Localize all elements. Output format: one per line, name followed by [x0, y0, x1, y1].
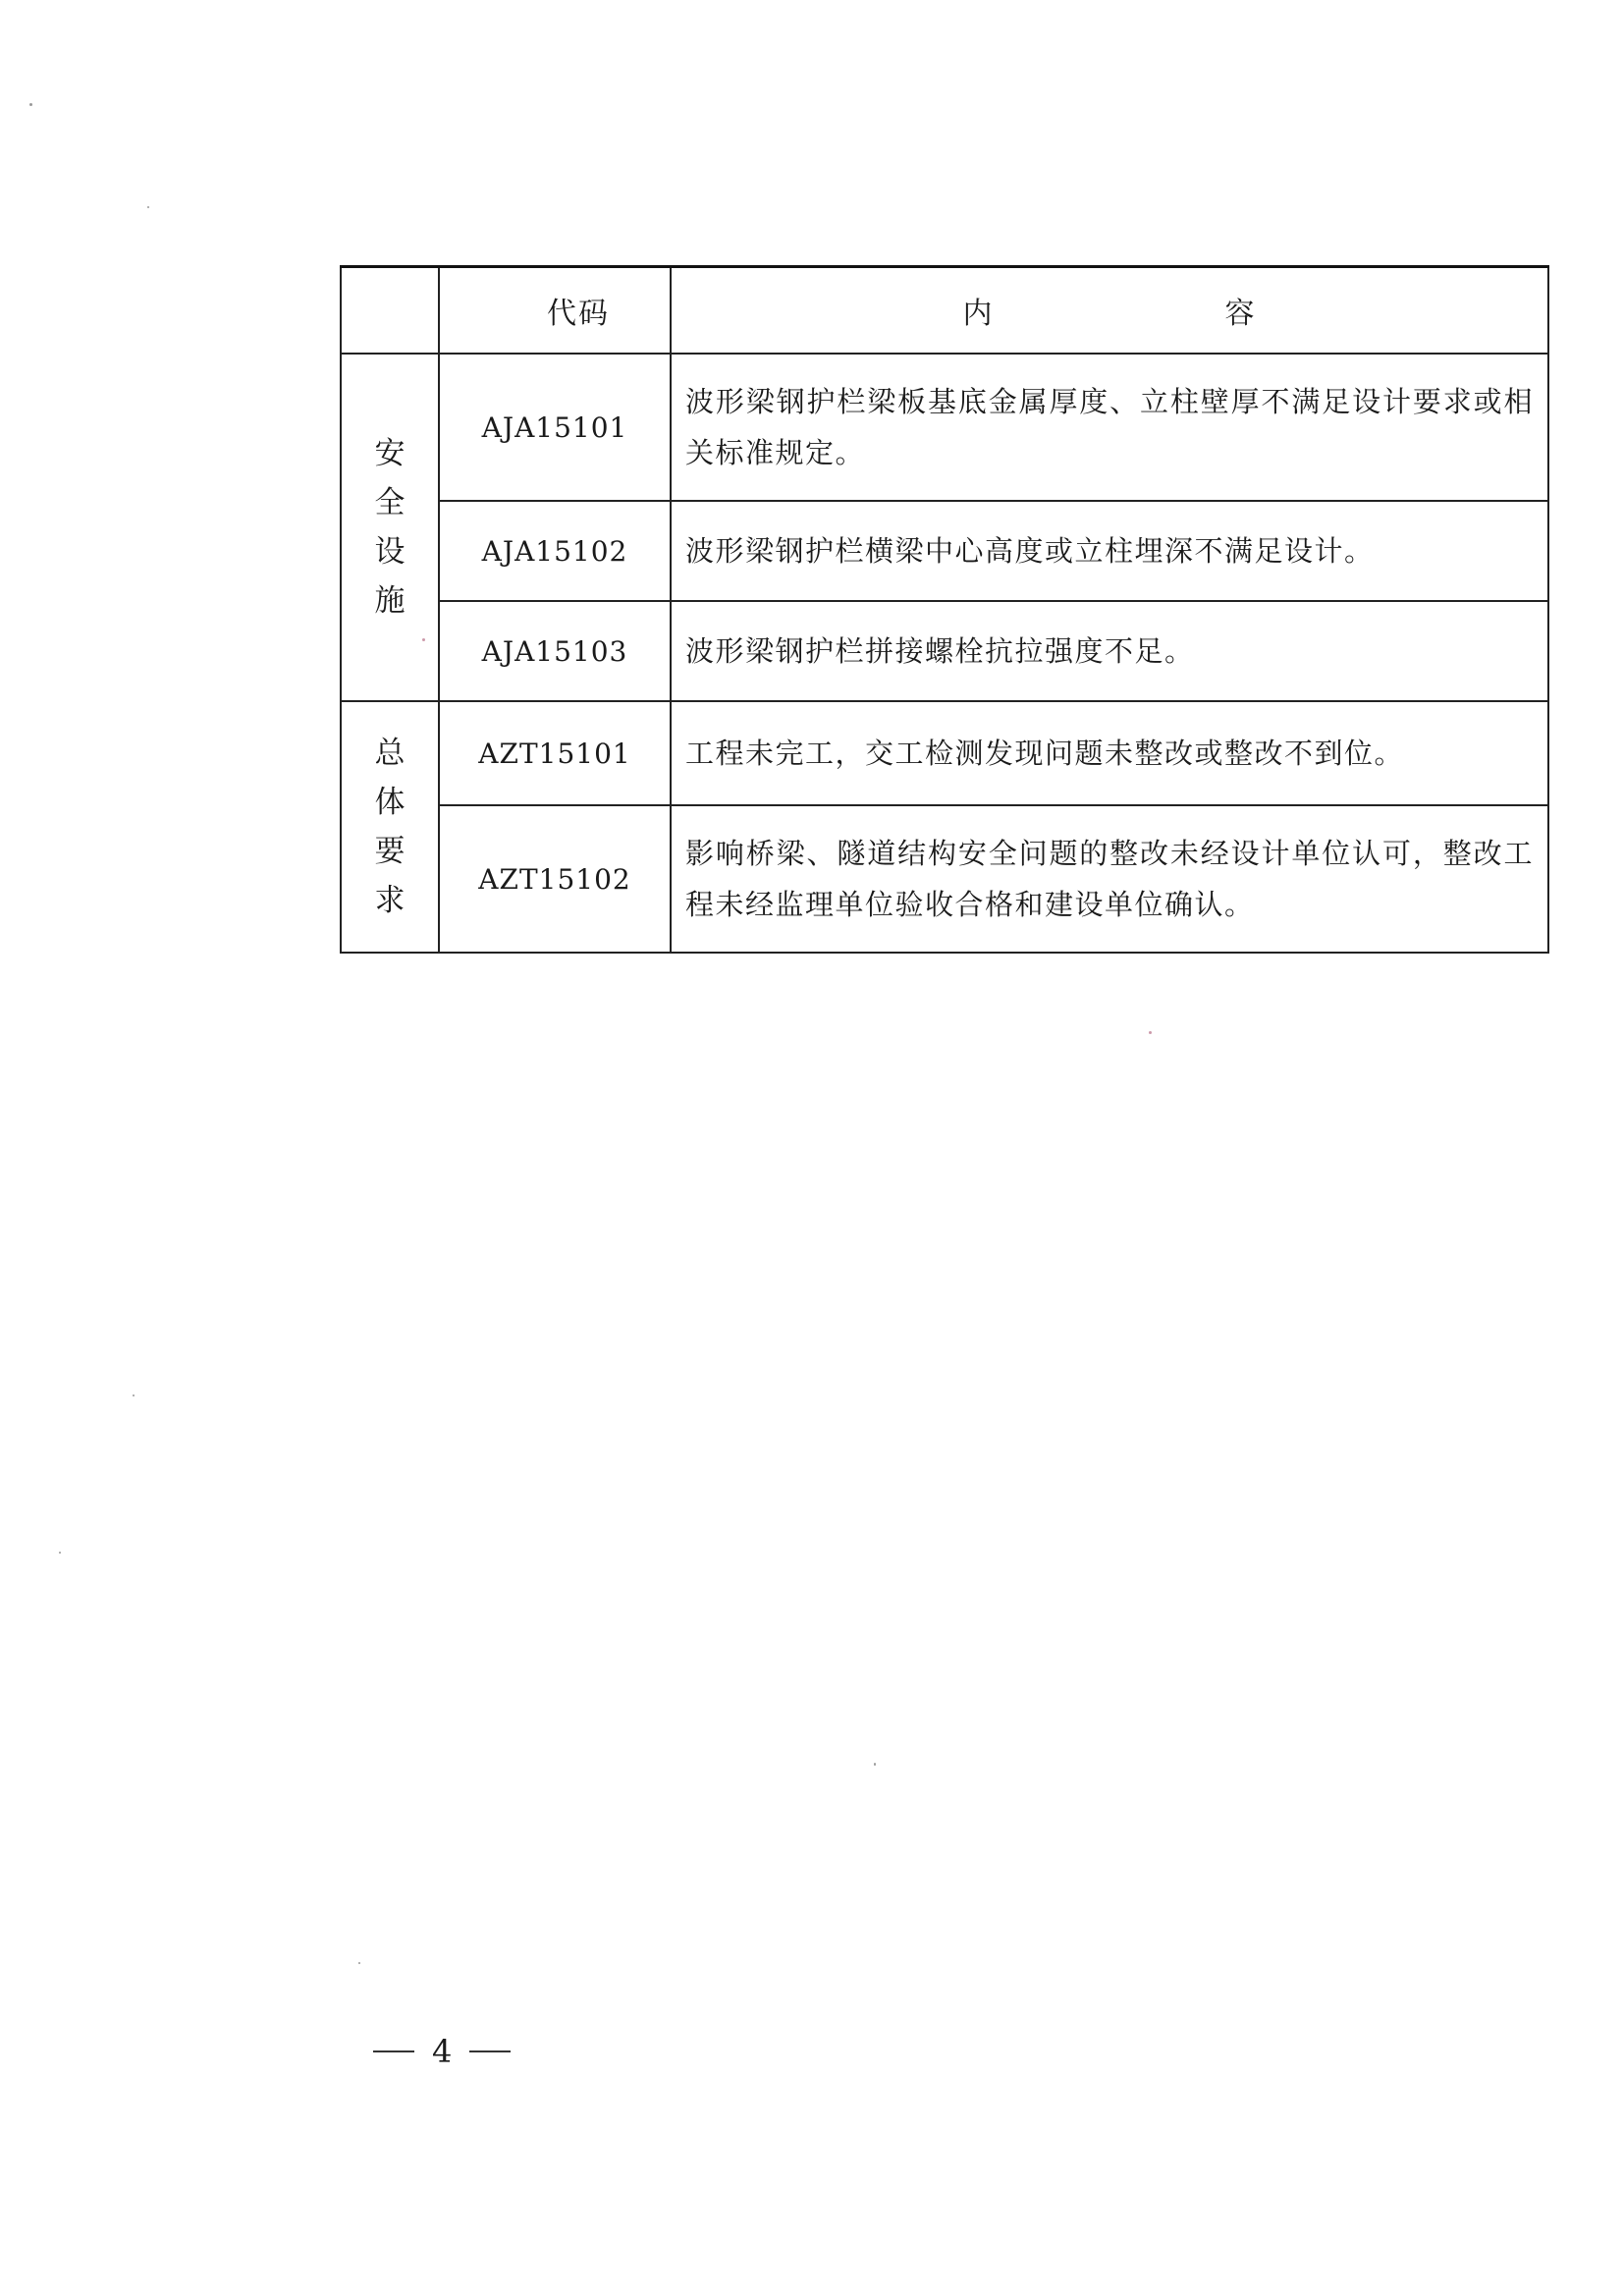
- scan-speck: [874, 1763, 876, 1766]
- row-content: 工程未完工，交工检测发现问题未整改或整改不到位。: [671, 701, 1548, 805]
- group-label-char: 总: [374, 736, 406, 771]
- row-code: AJA15102: [439, 501, 671, 601]
- scan-speck: [147, 206, 149, 208]
- scan-speck: [133, 1394, 135, 1396]
- group-label-char: 安: [374, 436, 406, 471]
- group-label-char: 体: [374, 785, 406, 820]
- row-code: AZT15101: [439, 701, 671, 805]
- group-label-char: 要: [374, 834, 406, 869]
- group-label-char: 施: [374, 583, 406, 619]
- footer-dash-left: [373, 2050, 414, 2052]
- header-content: [671, 267, 1548, 355]
- row-content: 波形梁钢护栏横梁中心高度或立柱埋深不满足设计。: [671, 501, 1548, 601]
- footer-dash-right: [469, 2050, 511, 2052]
- group-label-char: 求: [374, 883, 406, 918]
- group-label-char: 设: [374, 534, 406, 570]
- requirements-table: [340, 265, 1549, 954]
- row-content: 影响桥梁、隧道结构安全问题的整改未经设计单位认可，整改工程未经监理单位验收合格和建设单位确认。: [671, 805, 1548, 953]
- table-row: [341, 601, 1548, 701]
- row-code: AJA15101: [439, 354, 671, 501]
- row-content: 波形梁钢护栏拼接螺栓抗拉强度不足。: [671, 601, 1548, 701]
- row-code: AJA15103: [439, 601, 671, 701]
- page-number: 4: [432, 2033, 453, 2070]
- table-row: [341, 354, 1548, 501]
- group-label-char: 全: [374, 485, 406, 520]
- row-content: 波形梁钢护栏梁板基底金属厚度、立柱壁厚不满足设计要求或相关标准规定。: [671, 354, 1548, 501]
- scan-speck: [1149, 1031, 1152, 1034]
- table-row: [341, 805, 1548, 953]
- header-content-char-2: 容: [1224, 297, 1257, 331]
- scan-speck: [358, 1962, 360, 1964]
- scan-speck: [29, 103, 32, 106]
- table-row: [341, 701, 1548, 805]
- table-header-row: [341, 267, 1548, 355]
- scan-speck: [422, 638, 425, 641]
- table-row: [341, 501, 1548, 601]
- scan-speck: [59, 1552, 61, 1554]
- page-footer: [373, 2033, 511, 2070]
- group-label-general: [341, 701, 439, 953]
- row-code: AZT15102: [439, 805, 671, 953]
- header-group-cell: [341, 267, 439, 355]
- header-content-char-1: 内: [962, 297, 995, 331]
- header-code: 代码: [439, 267, 671, 355]
- group-label-safety: [341, 354, 439, 701]
